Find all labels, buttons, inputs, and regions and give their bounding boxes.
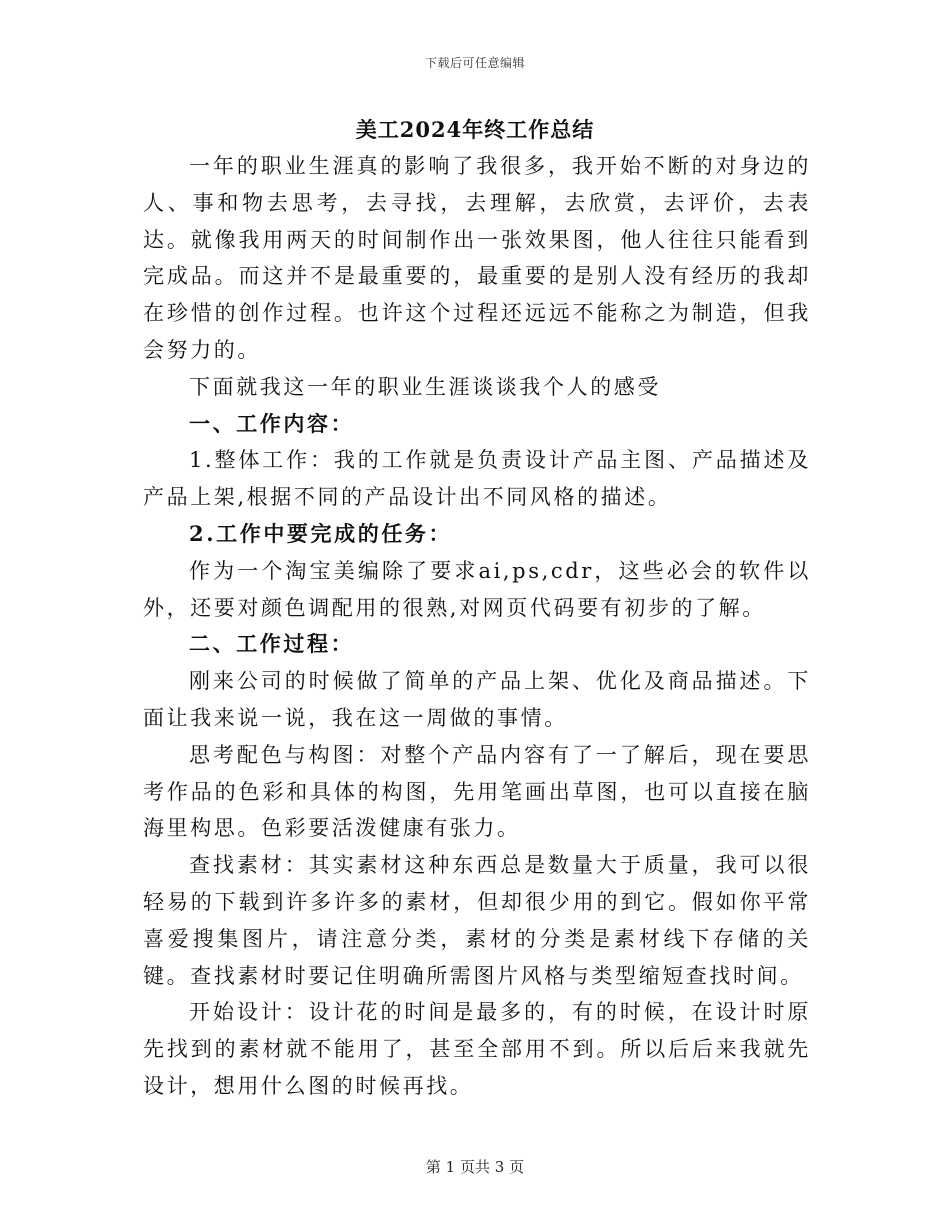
page-number: 第 1 页共 3 页 — [425, 1158, 525, 1176]
paragraph-first-week: 刚来公司的时候做了简单的产品上架、优化及商品描述。下面让我来说一说，我在这一周做的事情。 — [143, 669, 811, 730]
paragraph-overall-work: 1.整体工作：我的工作就是负责设计产品主图、产品描述及产品上架,根据不同的产品设计出不同风格的描述。 — [143, 448, 811, 510]
paragraph-intro: 一年的职业生涯真的影响了我很多，我开始不断的对身边的人、事和物去思考，去寻找，去理解，去欣赏，去评价，去表达。就像我用两天的时间制作出一张效果图，他人往往只能看到完成品。而这并不是最重要的，最重要的是别人没有经历的我却在珍惜的创作过程。也许这个过程还远远不能称之为制造，但我会努力的。 — [143, 154, 811, 362]
document-title: 美工2024年终工作总结 — [355, 117, 595, 142]
section-heading-work-content: 一、工作内容： — [189, 410, 355, 436]
paragraph-find-materials: 查找素材：其实素材这种东西总是数量大于质量，我可以很轻易的下载到许多许多的素材，但却很少用的到它。假如你平常喜爱搜集图片，请注意分类，素材的分类是素材线下存储的关键。查找素材时要记住明确所需图片风格与类型缩短查找时间。 — [143, 853, 811, 988]
paragraph-start-design: 开始设计：设计花的时间是最多的，有的时候，在设计时原先找到的素材就不能用了，甚至全部用不到。所以后后来我就先设计，想用什么图的时候再找。 — [143, 1000, 811, 1098]
section-heading-work-process: 二、工作过程： — [189, 631, 355, 657]
document-body — [143, 148, 811, 1105]
subsection-heading-tasks: 2.工作中要完成的任务： — [189, 520, 453, 546]
page-header-note: 下载后可任意编辑 — [424, 56, 525, 70]
paragraph-tasks: 作为一个淘宝美编除了要求ai,ps,cdr，这些必会的软件以外，还要对颜色调配用的很熟,对网页代码要有初步的了解。 — [143, 558, 811, 620]
paragraph-color-composition: 思考配色与构图：对整个产品内容有了一了解后，现在要思考作品的色彩和具体的构图，先用笔画出草图，也可以直接在脑海里构思。色彩要活泼健康有张力。 — [143, 742, 811, 841]
paragraph-lead-in: 下面就我这一年的职业生涯谈谈我个人的感受 — [189, 374, 661, 399]
